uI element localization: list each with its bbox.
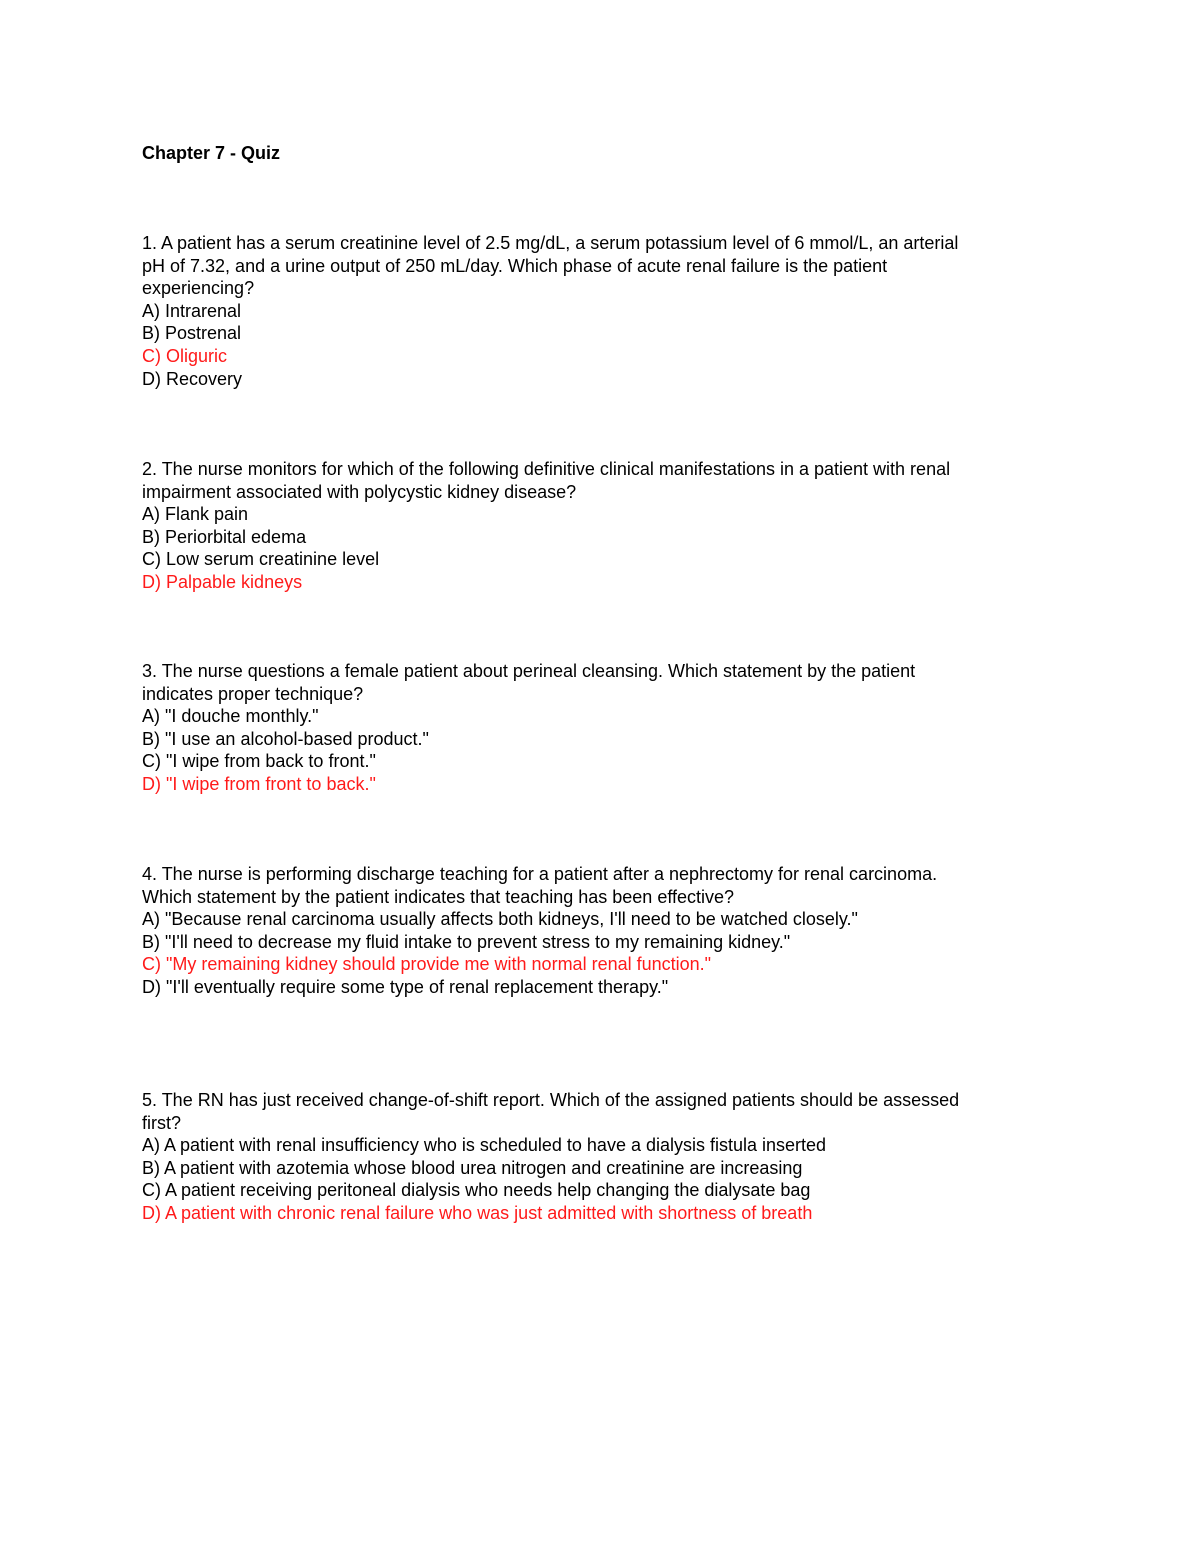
- answer-option-a: A) "Because renal carcinoma usually affects both kidneys, I'll need to be watched closely.": [142, 909, 858, 930]
- answer-option-c: C) A patient receiving peritoneal dialysis who needs help changing the dialysate bag: [142, 1180, 811, 1201]
- answer-option-a: A) Flank pain: [142, 504, 249, 525]
- answer-option-b: B) Periorbital edema: [142, 526, 307, 547]
- correct-answer-option-c: C) Oliguric: [142, 345, 228, 366]
- answer-option-b: B) "I use an alcohol-based product.": [142, 728, 429, 749]
- answer-option-d: D) Recovery: [142, 368, 243, 389]
- question-1: [142, 232, 1042, 390]
- question-text: 1. A patient has a serum creatinine level of 2.5 mg/dL, a serum potassium level of 6 mmol/L, an arterial pH of 7.32, and a urine output of 250 mL/day. Which phase of acute renal failure is the patient experiencing?: [142, 233, 959, 299]
- question-4: [142, 863, 1042, 999]
- question-text: 5. The RN has just received change-of-shift report. Which of the assigned patients should be assessed first?: [142, 1090, 960, 1133]
- correct-answer-option-c: C) "My remaining kidney should provide me with normal renal function.": [142, 954, 712, 975]
- question-text: 2. The nurse monitors for which of the following definitive clinical manifestations in a patient with renal impairment associated with polycystic kidney disease?: [142, 459, 951, 502]
- correct-answer-option-d: D) Palpable kidneys: [142, 571, 303, 592]
- answer-option-c: C) "I wipe from back to front.": [142, 751, 376, 772]
- answer-option-b: B) "I'll need to decrease my fluid intake to prevent stress to my remaining kidney.": [142, 931, 791, 952]
- answer-option-a: A) A patient with renal insufficiency who is scheduled to have a dialysis fistula inserted: [142, 1135, 827, 1156]
- answer-option-a: A) Intrarenal: [142, 300, 242, 321]
- question-text: 3. The nurse questions a female patient about perineal cleansing. Which statement by the patient indicates proper technique?: [142, 661, 916, 704]
- answer-option-d: D) "I'll eventually require some type of renal replacement therapy.": [142, 976, 669, 997]
- answer-option-a: A) "I douche monthly.": [142, 706, 319, 727]
- answer-option-b: B) A patient with azotemia whose blood urea nitrogen and creatinine are increasing: [142, 1157, 803, 1178]
- answer-option-b: B) Postrenal: [142, 323, 242, 344]
- answer-option-c: C) Low serum creatinine level: [142, 549, 380, 570]
- correct-answer-option-d: D) "I wipe from front to back.": [142, 773, 376, 794]
- correct-answer-option-d: D) A patient with chronic renal failure who was just admitted with shortness of breath: [142, 1202, 813, 1223]
- question-2: [142, 458, 1042, 594]
- question-text: 4. The nurse is performing discharge teaching for a patient after a nephrectomy for renal carcinoma. Which statement by the patient indicates that teaching has been effective?: [142, 864, 938, 907]
- question-3: [142, 660, 1042, 796]
- document-title: Chapter 7 - Quiz: [142, 143, 281, 163]
- question-5: [142, 1089, 1042, 1225]
